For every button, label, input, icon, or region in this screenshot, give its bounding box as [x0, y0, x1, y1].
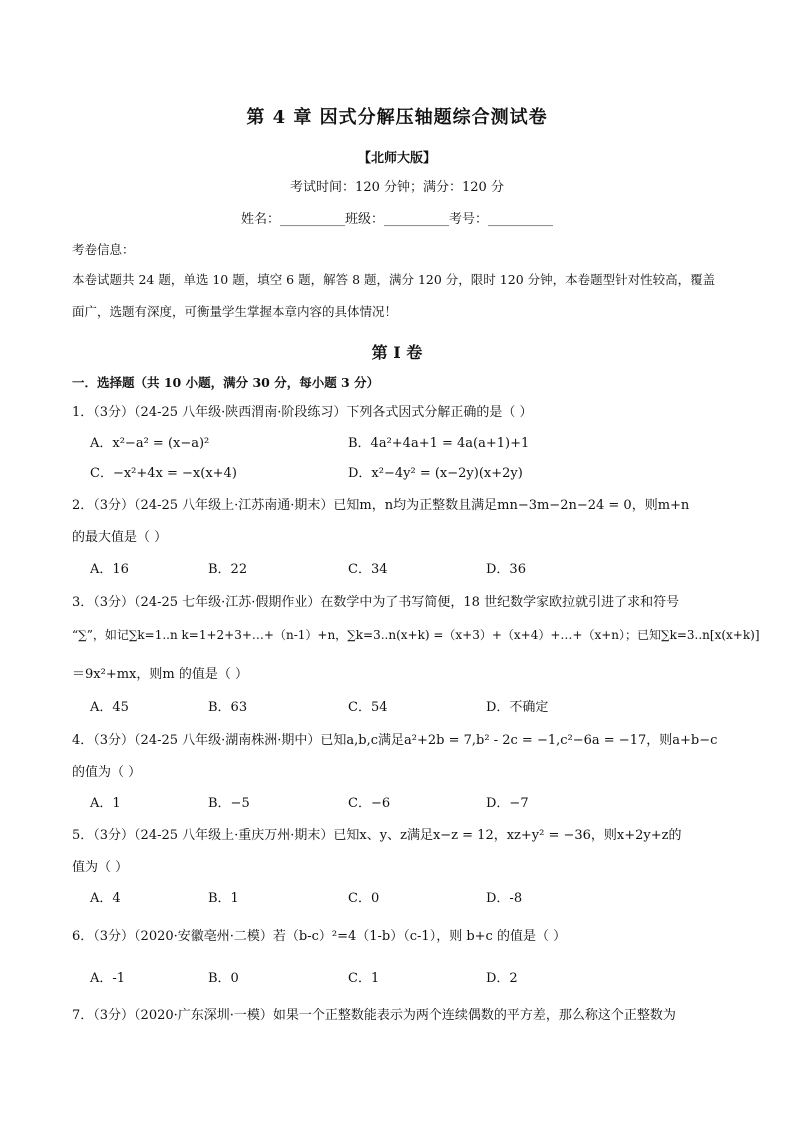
q5-option-a: A．4 [90, 891, 121, 906]
q6-option-c: C．1 [348, 971, 380, 986]
q1-option-a: A．x²−a² = (x−a)² [90, 436, 210, 451]
question-4-stem: 4．（3分）（24-25 八年级·湖南株洲·期中）已知a,b,c满足a²+2b = 7,b² - 2c = −1,c²−6a = −17，则a+b−c [72, 733, 718, 748]
q2-option-b: B．22 [208, 562, 248, 577]
q5-option-d: D．-8 [486, 891, 523, 906]
section-heading: 一．选择题（共 10 小题，满分 30 分，每小题 3 分） [72, 375, 380, 390]
question-2-stem-cont: 的最大值是（ ） [72, 530, 168, 545]
q4-option-c: C．−6 [348, 796, 391, 811]
question-5-stem: 5．（3分）（24-25 八年级上·重庆万州·期末）已知x、y、z满足x−z = 12，xz+y² = −36，则x+2y+z的 [72, 828, 682, 843]
exam-time-info: 考试时间：120 分钟；满分：120 分 [290, 180, 504, 195]
q3-option-b: B．63 [208, 700, 248, 715]
paper-info-line1: 本卷试题共 24 题，单选 10 题，填空 6 题，解答 8 题，满分 120 分，限时 120 分钟，本卷题型针对性较高，覆盖 [72, 272, 716, 287]
paper-info-heading: 考卷信息： [72, 242, 135, 257]
q5-option-c: C．0 [348, 891, 380, 906]
question-3-stem-cont: “∑”，如记∑k=1..n k=1+2+3+…+（n-1）+n，∑k=3..n(x+k) =（x+3）+（x+4）+…+（x+n）；已知∑k=3..n[x(x+k)] [72, 628, 760, 642]
page-title: 第 4 章 因式分解压轴题综合测试卷 [246, 107, 548, 128]
q6-option-b: B．0 [208, 971, 239, 986]
q3-option-a: A．45 [90, 700, 129, 715]
question-2-stem: 2．（3分）（24-25 八年级上·江苏南通·期末）已知m，n均为正整数且满足mn−3m−2n−24 = 0，则m+n [72, 498, 690, 513]
question-5-stem-cont: 值为（ ） [72, 860, 129, 875]
q3-option-c: C．54 [348, 700, 388, 715]
question-7-stem: 7．（3分）（2020·广东深圳·一模）如果一个正整数能表示为两个连续偶数的平方差，那么称这个正整数为 [72, 1008, 676, 1023]
paper-info-line2: 面广，选题有深度，可衡量学生掌握本章内容的具体情况！ [72, 304, 398, 319]
q2-option-c: C．34 [348, 562, 388, 577]
question-3-stem: 3．（3分）（24-25 七年级·江苏·假期作业）在数学中为了书写简便，18 世纪数学家欧拉就引进了求和符号 [72, 595, 680, 610]
question-4-stem-cont: 的值为（ ） [72, 765, 142, 780]
edition-label: 【北师大版】 [357, 151, 436, 166]
q1-option-d: D．x²−4y² = (x−2y)(x+2y) [348, 466, 523, 481]
q1-option-b: B．4a²+4a+1 = 4a(a+1)+1 [348, 436, 530, 451]
q2-option-d: D．36 [486, 562, 526, 577]
question-6-stem: 6．（3分）（2020·安徽亳州·二模）若（b-c）²=4（1-b）（c-1），则 b+c 的值是（ ） [72, 929, 567, 944]
q6-option-d: D．2 [486, 971, 518, 986]
q6-option-a: A．-1 [90, 971, 126, 986]
q1-option-c: C．−x²+4x = −x(x+4) [90, 466, 237, 481]
q2-option-a: A．16 [90, 562, 129, 577]
volume-heading: 第 I 卷 [371, 343, 423, 362]
q4-option-b: B．−5 [208, 796, 250, 811]
q3-option-d: D．不确定 [486, 700, 549, 715]
q4-option-a: A．1 [90, 796, 121, 811]
question-3-stem-cont2: ＝9x²+mx，则m 的值是（ ） [72, 667, 248, 682]
name-class-id-row: 姓名：__________班级：__________考号：__________ [240, 212, 553, 227]
q5-option-b: B．1 [208, 891, 239, 906]
q4-option-d: D．−7 [486, 796, 529, 811]
question-1-stem: 1．（3分）（24-25 八年级·陕西渭南·阶段练习）下列各式因式分解正确的是（ ） [72, 405, 533, 420]
